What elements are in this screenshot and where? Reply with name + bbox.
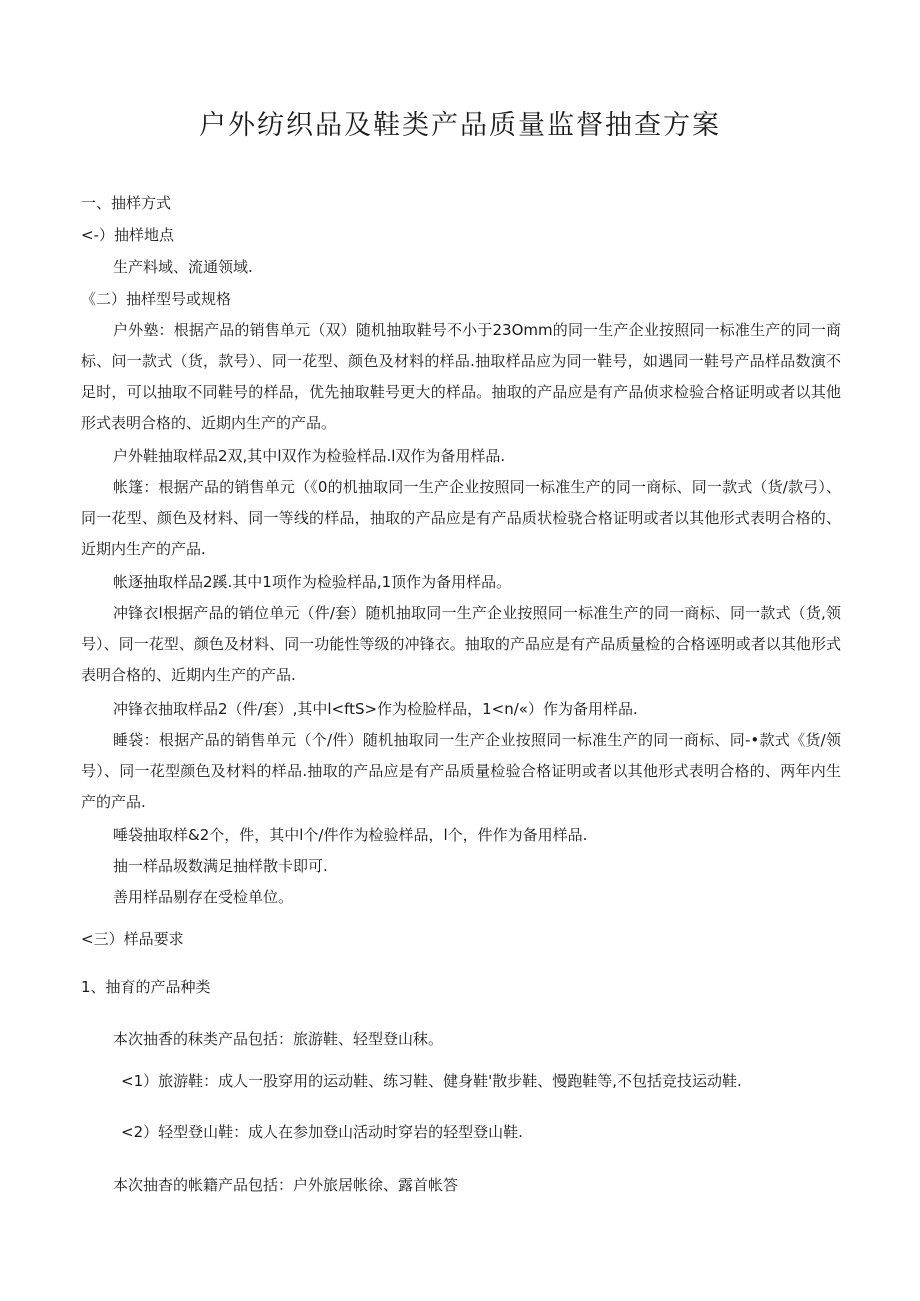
paragraph-spare-sample-storage: 善用样品剔存在受检单位。 (113, 888, 294, 906)
sampling-location-text: 生产料域、流通领域. (113, 258, 253, 276)
paragraph-outdoor-shoes: 户外塾：根据产品的销售单元（双）随机抽取鞋号不小于23Omm的同一生产企业按照同一标准生产的同一商标、问一款式（货，款号）、同一花型、颜色及材料的样品.抽取样品应为同一鞋号，如遇同一鞋号产品样品数演不足时，可以抽取不同鞋号的样品，优先抽取鞋号更大的样品。抽取的产品应是有产品侦求检验合格证明或者以其他形式表明合格的、近期内生产的产品。 (81, 321, 841, 432)
tent-products-intro: 本次抽杳的帐籍产品包括：户外旅居帐徐、露首帐答 (113, 1176, 459, 1194)
subsection-heading-sample-requirements: <三）样品要求 (81, 930, 184, 948)
paragraph-tent: 帐篷：根据产品的销售单元（《0的机抽取同一生产企业按照同一标准生产的同一商标、同一款式（货/款弓）、同一花型、颜色及材料、同一等线的样品，抽取的产品应是有产品质状检骁合格证明或者以其他形式表明合格的、近期内生产的产品. (81, 478, 841, 558)
paragraph-jacket-quantity: 冲锋衣抽取样品2（件/套）,其中l<ftS>作为检脸样品，1<n/«）作为备用样品. (113, 700, 638, 718)
shoe-item-travel-shoes: <1）旅游鞋：成人一股穿用的运动鞋、练习鞋、健身鞋'散步鞋、慢跑鞋等,不包括竞技运动鞋. (121, 1072, 742, 1090)
paragraph-sample-grade: 抽一样品圾数满足抽样散卡即可. (113, 857, 328, 875)
section-heading-sampling-method: 一、抽样方式 (81, 194, 172, 212)
paragraph-sleeping-bag-quantity: 唾袋抽取样&2个，件，其中l个/件作为检验样品，l个，件作为备用样品. (113, 826, 588, 844)
subsection-heading-sampling-location: <-）抽样地点 (81, 226, 174, 244)
paragraph-shoes-quantity: 户外鞋抽取样品2双,其中l双作为检验样品.l双作为备用样品. (113, 447, 506, 465)
item-heading-product-types: 1、抽育的产品种类 (81, 978, 211, 996)
shoe-item-light-hiking-shoes: <2）轻型登山鞋：成人在参加登山活动时穿岩的轻型登山鞋. (121, 1123, 523, 1141)
paragraph-jacket: 冲锋衣l根据产品的销位单元（件/套）随机抽取同一生产企业按照同一标准生产的同一商标、同一款式（货,领号）、同一花型、颜色及材料、同一功能性等级的冲锋衣。抽取的产品应是有产品质量检的合格诬明或者以其他形式表明合格的、近期内生产的产品. (81, 604, 841, 684)
document-title: 户外纺织品及鞋类产品质量监督抽查方案 (199, 110, 721, 141)
subsection-heading-model-spec: 《二）抽样型号或规格 (81, 290, 232, 308)
paragraph-tent-quantity: 帐逐抽取样品2蹊.其中1项作为检验样品,1顶作为备用样品。 (113, 573, 512, 591)
shoes-products-intro: 本次抽香的秣类产品包括：旅游鞋、轻型登山秣。 (113, 1030, 444, 1048)
paragraph-sleeping-bag: 睡袋：根据产品的销售单元（个/件）随机抽取同一生产企业按照同一标准生产的同一商标、同-•款式《货/领号）、同一花型颜色及材料的样品.抽取的产品应是有产品质量检验合格证明或者以其他形式表明合格的、两年内生产的产品. (81, 731, 841, 811)
